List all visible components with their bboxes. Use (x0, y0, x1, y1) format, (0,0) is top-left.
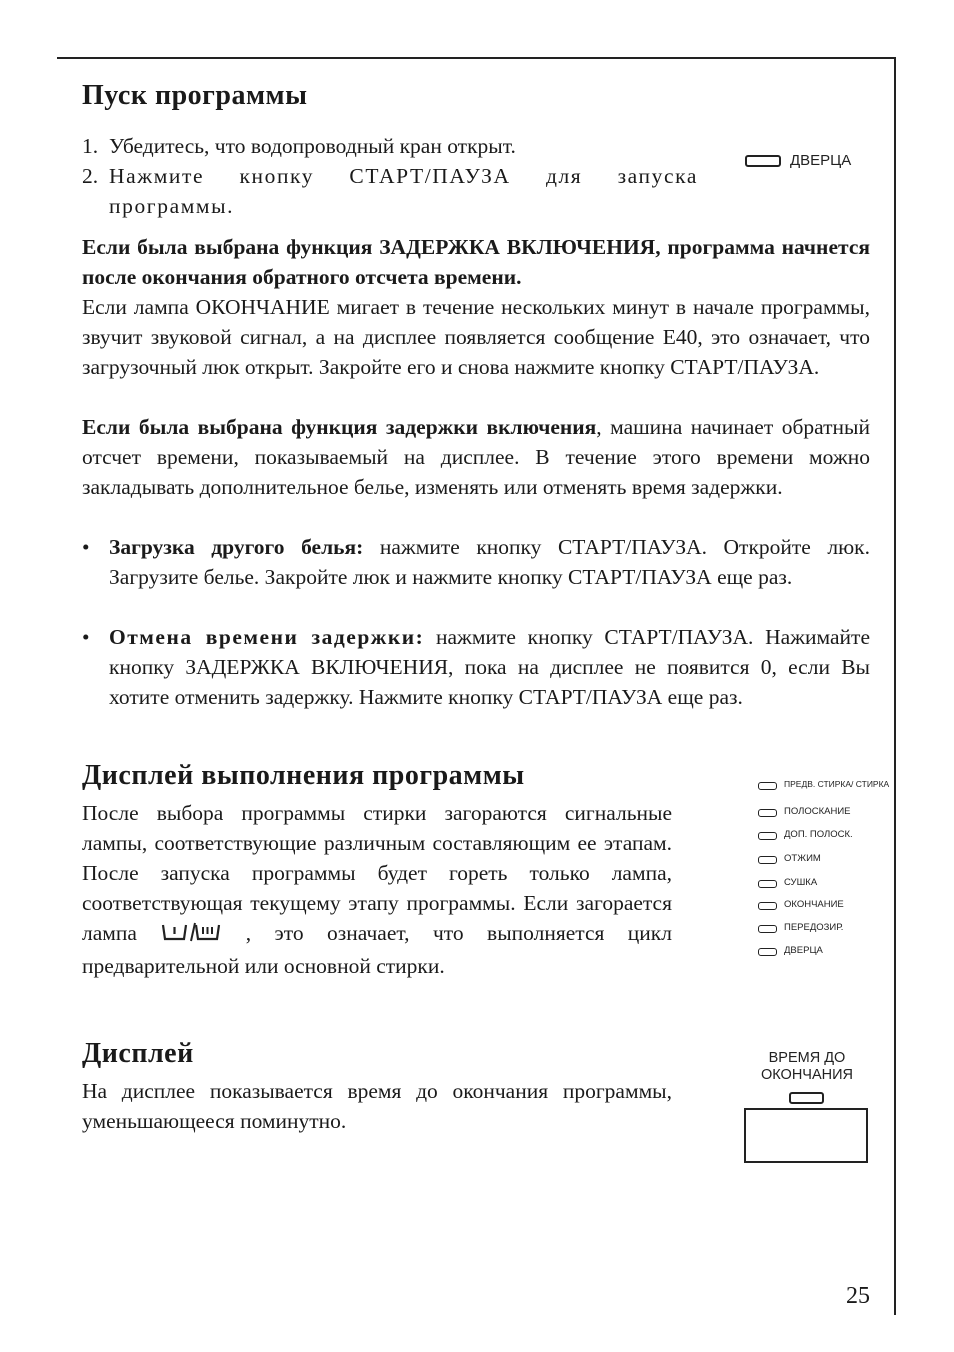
indicator-lamp (758, 832, 777, 840)
page-number: 25 (846, 1283, 870, 1309)
time-left-label: ВРЕМЯ ДО ОКОНЧАНИЯ (760, 1050, 853, 1083)
indicator-lamp (758, 782, 777, 790)
delay-paragraph: Если была выбрана функция задержки включения, машина начинает обратный отсчет времени, показываемый на дисплее. В течение этого времени можно закладывать дополнительное белье, изменять или отменять время задержки. (82, 415, 870, 499)
indicator-lamp (758, 902, 777, 910)
right-rule (894, 57, 896, 1315)
time-left-lamp (789, 1092, 824, 1104)
section-title-display: Дисплей (82, 1038, 194, 1069)
indicator-lamp (758, 809, 777, 817)
step-2-text: Нажмите кнопку СТАРТ/ПАУЗА для запуска программы. (109, 164, 698, 218)
door-lamp (745, 155, 781, 167)
top-rule (57, 57, 896, 59)
delay-start-note: Если была выбрана функция ЗАДЕРЖКА ВКЛЮЧЕНИЯ, программа начнется после окончания обратного отсчета времени. (82, 235, 870, 289)
bullet-item-load: • Загрузка другого белья: нажмите кнопку СТАРТ/ПАУЗА. Откройте люк. Загрузите белье. Закройте люк и нажмите кнопку СТАРТ/ПАУЗА еще раз. (82, 535, 870, 589)
step-1-text: Убедитесь, что водопроводный кран открыт. (109, 134, 516, 158)
indicator-lamp (758, 880, 777, 888)
section-title-start: Пуск программы (82, 80, 308, 111)
indicator-lamp (758, 856, 777, 864)
door-label: ДВЕРЦА (790, 152, 852, 169)
section-title-progress: Дисплей выполнения программы (82, 760, 525, 791)
list-item: 2. Нажмите кнопку СТАРТ/ПАУЗА для запуска программы. (82, 161, 698, 221)
list-item: 1. Убедитесь, что водопроводный кран открыт. (82, 131, 698, 161)
indicator-lamp (758, 948, 777, 956)
bullet-item-cancel: • Отмена времени задержки: нажмите кнопку СТАРТ/ПАУЗА. Нажимайте кнопку ЗАДЕРЖКА ВКЛЮЧЕНИЯ, пока на дисплее не появится 0, если Вы хотите отменить задержку. Нажмите кнопку СТАРТ/ПАУЗА еще раз. (82, 625, 870, 709)
progress-paragraph: После выбора программы стирки загораются сигнальные лампы, соответствующие различным составляющим ее этапам. После запуска программы будет гореть только лампа, соответствующая текущему этапу программы. Если загорается лампа , это означает, что выполняется цикл предварительной или основной стирки. (82, 801, 672, 978)
end-lamp-note: Если лампа ОКОНЧАНИЕ мигает в течение нескольких минут в начале программы, звучит звуковой сигнал, а на дисплее появляется сообщение E40, это означает, что загрузочный люк открыт. Закройте его и снова нажмите кнопку СТАРТ/ПАУЗА. (82, 295, 870, 379)
time-display-window (744, 1108, 868, 1163)
prewash-wash-icon (160, 921, 222, 951)
indicator-lamp (758, 925, 777, 933)
display-paragraph: На дисплее показывается время до окончания программы, уменьшающееся поминутно. (82, 1079, 672, 1133)
